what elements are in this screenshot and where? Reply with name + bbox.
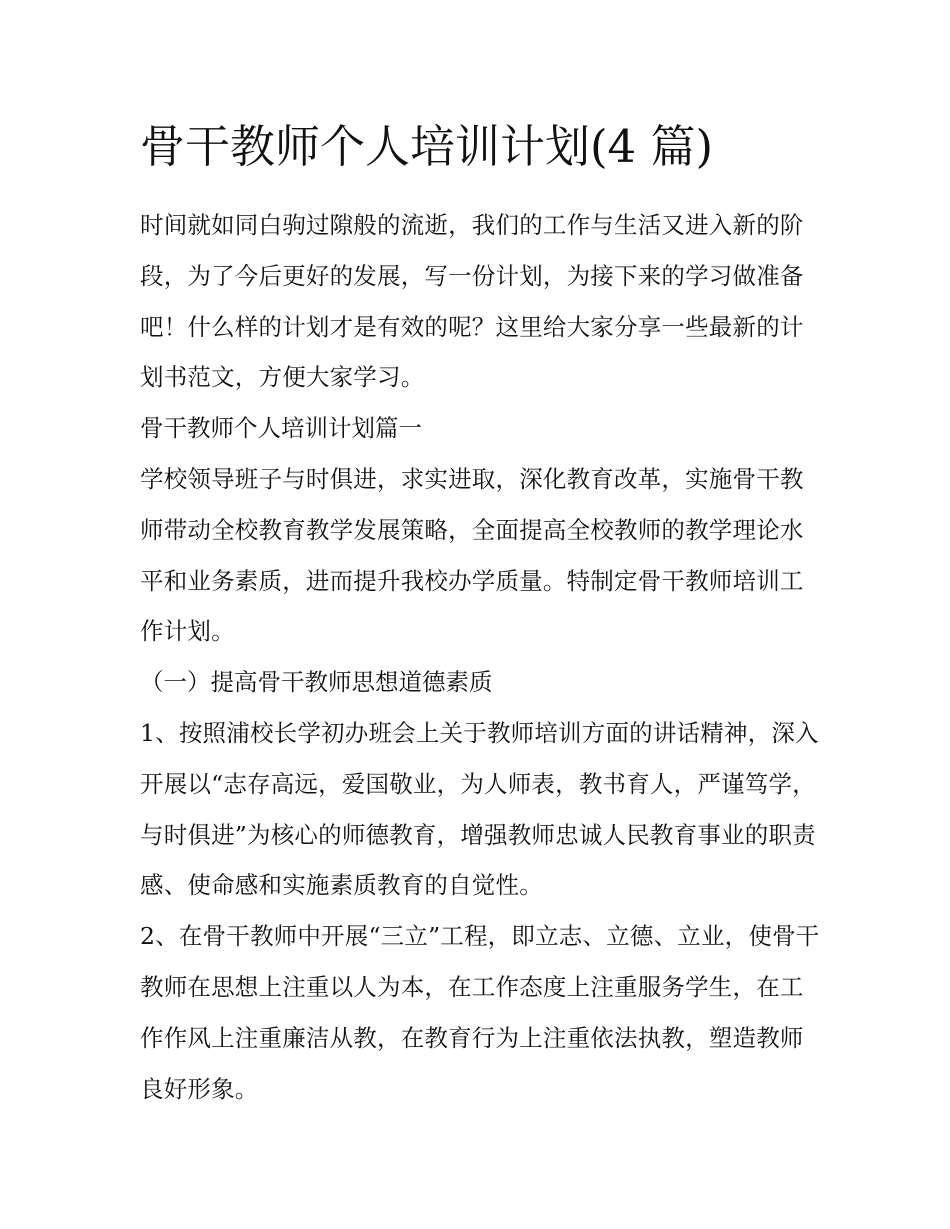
document-body bbox=[140, 112, 820, 1114]
section-title: 骨干教师个人培训计划篇一 bbox=[140, 414, 422, 443]
document-title: 骨干教师个人培训计划(4 篇) bbox=[140, 120, 714, 173]
section-intro-paragraph: 学校领导班子与时俱进，求实进取，深化教育改革，实施骨干教师带动全校教育教学发展策略，全面提高全校教师的教学理论水平和业务素质，进而提升我校办学质量。特制定骨干教师培训工作计划。 bbox=[140, 464, 804, 646]
item-1-paragraph: 1、按照浦校长学初办班会上关于教师培训方面的讲话精神，深入开展以“志存高远，爱国敬业，为人师表，教书育人，严谨笃学，与时俱进”为核心的师德教育，增强教师忠诚人民教育事业的职责感、使命感和实施素质教育的自觉性。 bbox=[140, 718, 819, 900]
subheading: （一）提高骨干教师思想道德素质 bbox=[140, 668, 493, 697]
item-2-paragraph: 2、在骨干教师中开展“三立”工程，即立志、立德、立业，使骨干教师在思想上注重以人为本，在工作态度上注重服务学生，在工作作风上注重廉洁从教，在教育行为上注重依法执教，塑造教师良好形象。 bbox=[140, 922, 820, 1103]
intro-paragraph: 时间就如同白驹过隙般的流逝，我们的工作与生活又进入新的阶段，为了今后更好的发展，写一份计划，为接下来的学习做准备吧！什么样的计划才是有效的呢？这里给大家分享一些最新的计划书范文，方便大家学习。 bbox=[140, 211, 804, 392]
